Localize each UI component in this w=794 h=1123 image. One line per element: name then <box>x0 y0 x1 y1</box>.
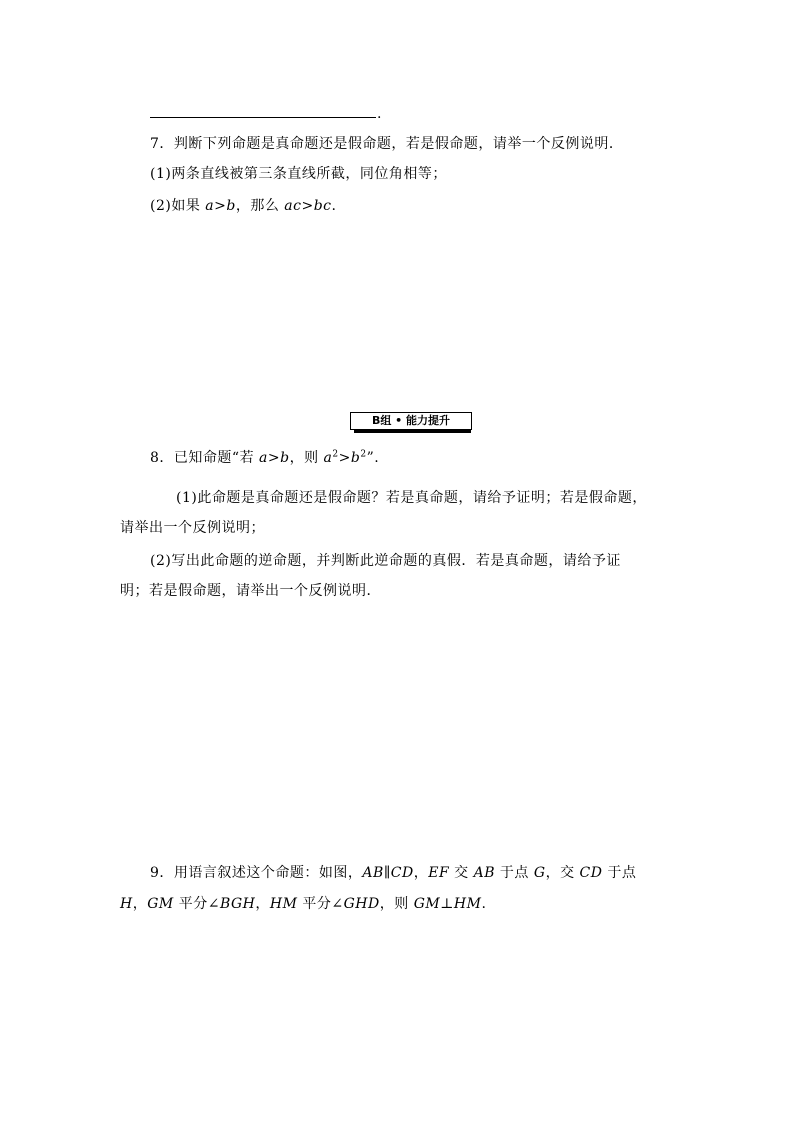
question-7-prompt: 7．判断下列命题是真命题还是假命题，若是假命题，请举一个反例说明． <box>150 136 624 152</box>
question-7-sub-2: (2)如果 a>b，那么 ac>bc. <box>150 198 337 214</box>
question-7-sub-1: (1)两条直线被第三条直线所截，同位角相等； <box>150 166 447 182</box>
question-8-sub-2-line-1: (2)写出此命题的逆命题，并判断此逆命题的真假．若是真命题，请给予证 <box>150 553 621 569</box>
question-9-line-2: H，GM 平分∠BGH，HM 平分∠GHD，则 GM⊥HM. <box>120 896 487 912</box>
question-9-line-1: 9．用语言叙述这个命题：如图，AB∥CD，EF 交 AB 于点 G，交 CD 于点 <box>150 865 637 881</box>
question-8-sub-1-line-1: (1)此命题是真命题还是假命题？若是真命题，请给予证明；若是假命题， <box>176 490 647 506</box>
answer-blank-line <box>150 117 376 118</box>
question-8-sub-2-line-2: 明；若是假命题，请举出一个反例说明． <box>120 583 381 599</box>
question-8-prompt: 8．已知命题“若 a>b，则 $a^2>b^2$”. <box>150 449 380 466</box>
section-b-badge: B组 • 能力提升 <box>350 412 472 430</box>
question-8-sub-1-line-2: 请举出一个反例说明； <box>120 520 265 536</box>
answer-blank-period: . <box>377 106 382 122</box>
